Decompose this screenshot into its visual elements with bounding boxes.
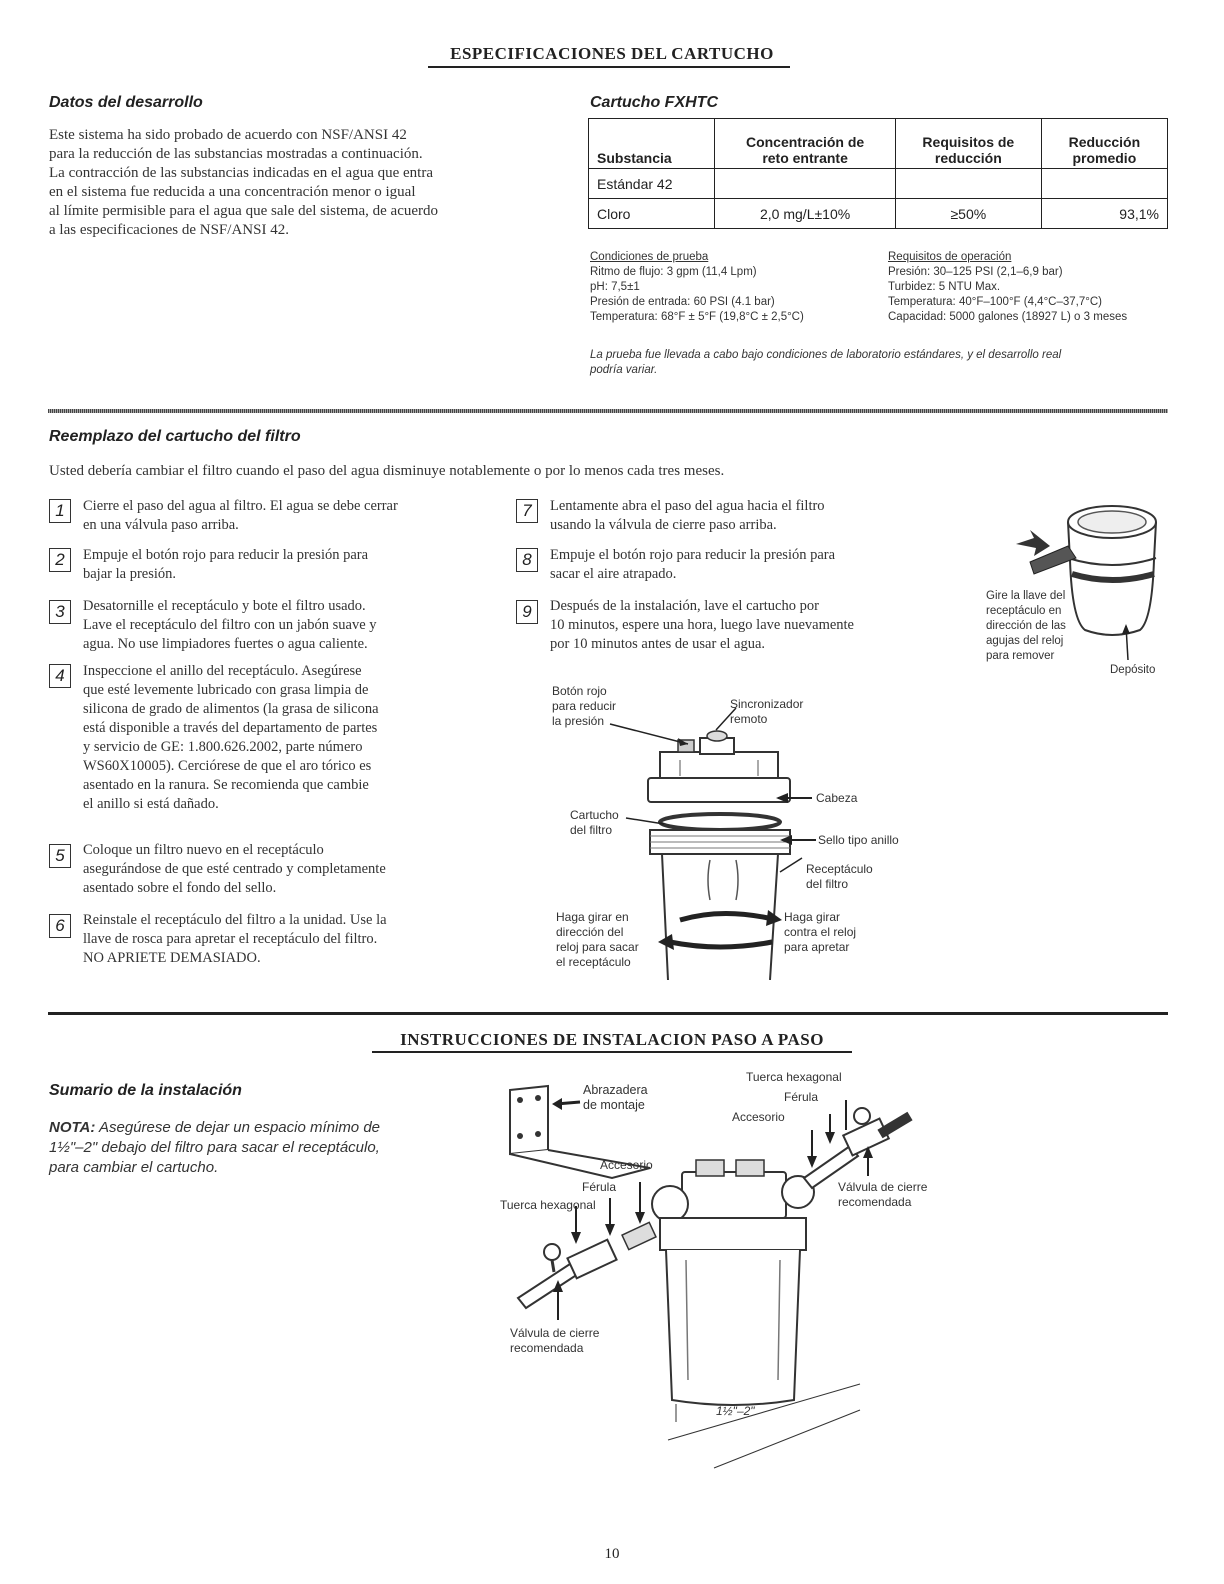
step-line: Coloque un filtro nuevo en el receptáculo [83,842,324,858]
col-header: Substancia [589,119,715,169]
label-line: recomendada [838,1195,912,1209]
step-number-box: 3 [49,600,71,624]
label-line: para apretar [784,940,850,954]
label-line: del filtro [806,877,849,891]
wrench-line: Gire la llave del [986,590,1066,602]
install-title: INSTRUCCIONES DE INSTALACION PASO A PASO [400,1030,824,1049]
operation-line: Turbidez: 5 NTU Max. [888,281,1001,293]
table-cell [1041,169,1167,199]
rotate-tighten-label [784,910,856,955]
step-line: asegurándose de que esté centrado y completamente [83,861,386,877]
label-line: recomendada [510,1341,584,1355]
test-note [590,348,1170,378]
label-line: contra el reloj [784,925,857,939]
reemplazo-intro: Usted debería cambiar el filtro cuando el paso del agua disminuye notablemente o por lo menos cada tres meses. [49,463,725,479]
tuerca-right-label: Tuerca hexagonal [746,1070,842,1084]
step-line: Inspeccione el anillo del receptáculo. Asegúrese [83,663,362,679]
label-line: remoto [730,712,768,726]
step-line: usando la válvula de cierre paso arriba. [550,517,777,533]
step-line: Empuje el botón rojo para reducir la presión para [550,547,836,563]
valvula-left-label [510,1326,599,1356]
label-line: del filtro [570,823,613,837]
step-line: por 10 minutos antes de usar el agua. [550,636,766,652]
table-row [589,199,1168,229]
step-text [83,662,503,814]
step-text [83,597,503,654]
nota-line: para cambiar el cartucho. [49,1159,219,1176]
spec-table [588,118,1168,229]
label-line: reloj para sacar [556,940,639,954]
datos-line: en el sistema fue reducida a una concentración menor o igual [49,184,416,200]
step-number-box: 1 [49,499,71,523]
label-line: Válvula de cierre [510,1326,600,1340]
step-text [83,546,503,584]
installation-diagram [500,1080,920,1480]
step-number-box: 4 [49,664,71,688]
note-line: La prueba fue llevada a cabo bajo condiciones de laboratorio estándares, y el desarrollo real [590,349,1062,361]
table-cell: Estándar 42 [589,169,715,199]
conditions-block [590,250,880,325]
step-line: está disponible a través del departamento de partes [83,720,378,736]
label-line: el receptáculo [556,955,631,969]
step-number-box: 8 [516,548,538,572]
step-text [83,841,503,898]
datos-title: Datos del desarrollo [49,94,203,111]
nota-line: 1½"–2" debajo del filtro para sacar el receptáculo, [49,1139,380,1156]
section-divider-thick [48,1012,1168,1015]
step-line: bajar la presión. [83,566,177,582]
step-text [550,597,970,654]
datos-line: al límite permisible para el agua que sale del sistema, de acuerdo [49,203,439,219]
conditions-line: Temperatura: 68°F ± 5°F (19,8°C ± 2,5°C) [590,311,804,323]
ferula-right-label: Férula [784,1090,819,1104]
table-header-row [589,119,1168,169]
reemplazo-title: Reemplazo del cartucho del filtro [49,428,301,445]
table-cell: ≥50% [895,199,1041,229]
label-line: Receptáculo [806,862,873,876]
step-text [83,497,503,535]
accesorio-left-label: Accesorio [600,1158,653,1172]
note-line: podría variar. [590,364,658,376]
datos-line: La contracción de las substancias indicadas en el agua que entra [49,165,434,181]
step-line: NO APRIETE DEMASIADO. [83,950,261,966]
table-cell: 2,0 mg/L±10% [715,199,896,229]
step-line: Desatornille el receptáculo y bote el filtro usado. [83,598,366,614]
step-line: Lave el receptáculo del filtro con un jabón suave y [83,617,377,633]
nota-label: NOTA: [49,1119,96,1136]
operation-block [888,250,1178,325]
label-line: Abrazadera [583,1083,648,1097]
datos-line: para la reducción de las substancias mostradas a continuación. [49,146,423,162]
label-line: de montaje [583,1098,645,1112]
step-line: Lentamente abra el paso del agua hacia el filtro [550,498,825,514]
step-line: llave de rosca para apretar el receptáculo del filtro. [83,931,378,947]
cartucho-title: Cartucho FXHTC [590,94,718,111]
label-line: Haga girar [784,910,841,924]
wrench-line: receptáculo en [986,605,1062,617]
datos-text [49,126,549,240]
table-cell: Cloro [589,199,715,229]
label-line: Botón rojo [552,684,607,698]
operation-line: Capacidad: 5000 galones (18927 L) o 3 meses [888,311,1128,323]
datos-line: Este sistema ha sido probado de acuerdo con NSF/ANSI 42 [49,127,407,143]
step-line: asentado en la ranura. Se recomienda que cambie [83,777,369,793]
label-line: la presión [552,714,605,728]
step-line: asentado sobre el fondo del sello. [83,880,277,896]
step-line: en una válvula paso arriba. [83,517,239,533]
step-line: que esté levemente lubricado con grasa limpia de [83,682,369,698]
label-line: dirección del [556,925,624,939]
step-line: silicona de grado de alimentos (la grasa de silicona [83,701,379,717]
conditions-line: pH: 7,5±1 [590,281,640,293]
step-line: y servicio de GE: 1.800.626.2002, parte número [83,739,363,755]
col-header: Concentración de reto entrante [715,119,896,169]
rotate-remove-label [556,910,639,970]
deposito-label: Depósito [1110,664,1156,676]
label-line: Válvula de cierre [838,1180,928,1194]
operation-title: Requisitos de operación [888,251,1012,263]
nota-line-text: Asegúrese de dejar un espacio mínimo de [95,1119,381,1136]
step-number-box: 5 [49,844,71,868]
col-header: Reducción promedio [1041,119,1167,169]
step-number-box: 6 [49,914,71,938]
wrench-line: dirección de las [986,620,1066,632]
install-title-underline [372,1051,852,1053]
table-cell: 93,1% [1041,199,1167,229]
valvula-right-label [838,1180,927,1210]
abrazadera-label [583,1083,648,1113]
step-text [550,546,970,584]
accesorio-right-label: Accesorio [732,1110,785,1124]
step-line: Cierre el paso del agua al filtro. El agua se debe cerrar [83,498,398,514]
step-number-box: 7 [516,499,538,523]
table-cell [895,169,1041,199]
ferula-left-label: Férula [582,1180,617,1194]
sello-label: Sello tipo anillo [818,833,899,847]
table-row [589,169,1168,199]
nota-text [49,1118,429,1178]
step-line: sacar el aire atrapado. [550,566,677,582]
conditions-title: Condiciones de prueba [590,251,709,263]
col-header: Requisitos de reducción [895,119,1041,169]
step-line: 10 minutos, espere una hora, luego lave nuevamente [550,617,854,633]
label-line: Haga girar en [556,910,629,924]
label-line: para reducir [552,699,617,713]
nota-line [49,1118,429,1138]
conditions-line: Ritmo de flujo: 3 gpm (11,4 Lpm) [590,266,757,278]
step-line: el anillo si está dañado. [83,796,219,812]
step-text [83,911,503,968]
step-line: WS60X10005). Cerciórese de que el aro tórico es [83,758,372,774]
table-cell [715,169,896,199]
boton-rojo-label [552,684,616,729]
tuerca-left-label: Tuerca hexagonal [500,1198,596,1212]
receptaculo-label [806,862,873,892]
step-text [550,497,970,535]
cartucho-label [570,808,619,838]
step-number-box: 2 [49,548,71,572]
operation-line: Temperatura: 40°F–100°F (4,4°C–37,7°C) [888,296,1102,308]
step-line: Reinstale el receptáculo del filtro a la unidad. Use la [83,912,387,928]
conditions-line: Presión de entrada: 60 PSI (4.1 bar) [590,296,775,308]
wrench-line: agujas del reloj [986,635,1064,647]
wrench-line: para remover [986,650,1055,662]
title-underline [428,66,790,68]
operation-line: Presión: 30–125 PSI (2,1–6,9 bar) [888,266,1063,278]
step-number-box: 9 [516,600,538,624]
cabeza-label: Cabeza [816,791,858,805]
sincronizador-label [730,697,803,727]
page-title: ESPECIFICACIONES DEL CARTUCHO [450,44,774,63]
section-divider [48,409,1168,413]
step-line: agua. No use limpiadores fuertes o agua caliente. [83,636,368,652]
dimension-label: 1½"–2" [716,1404,755,1418]
sumario-title: Sumario de la instalación [49,1082,242,1099]
wrench-label [986,589,1066,664]
label-line: Cartucho [570,808,619,822]
page-number: 10 [604,1546,620,1562]
label-line: Sincronizador [730,697,804,711]
datos-line: a las especificaciones de NSF/ANSI 42. [49,222,289,238]
step-line: Empuje el botón rojo para reducir la presión para [83,547,369,563]
step-line: Después de la instalación, lave el cartucho por [550,598,819,614]
